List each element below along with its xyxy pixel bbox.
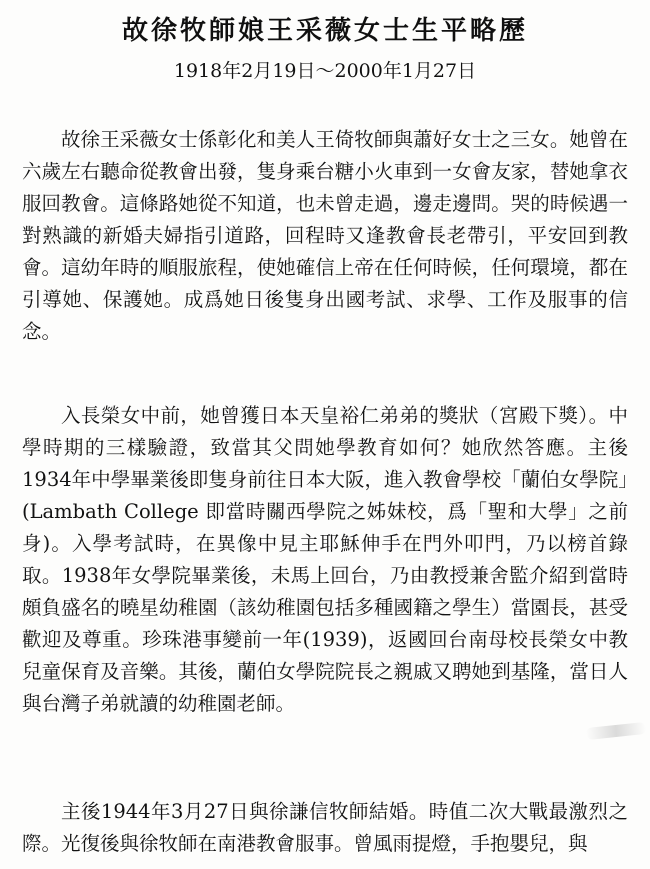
scan-smudge — [586, 722, 647, 740]
document-title: 故徐牧師娘王采薇女士生平略歷 — [121, 16, 528, 46]
paragraph-childhood: 故徐王采薇女士係彰化和美人王倚牧師與蕭好女士之三女。她曾在六歲左右聽命從教會出發，隻身乘台糖小火車到一女會友家，替她拿衣服回教會。這條路她從不知道，也未曾走過，邊走邊問。哭的時候遇一對熟識的新婚夫婦指引道路，回程時又逢教會長老帶引，平安回到教會。這幼年時的順服旅程，使她確信上帝在任何時候，任何環境，都在引導她、保護她。成爲她日後隻身出國考試、求學、工作及服事的信念。 — [22, 128, 628, 343]
life-dates: 1918年2月19日～2000年1月27日 — [173, 60, 477, 82]
paragraph-education: 入長榮女中前，她曾獲日本天皇裕仁弟弟的獎狀（宮殿下獎）。中學時期的三樣驗證，致當其父問她學教育如何？她欣然答應。主後1934年中學畢業後即隻身前往日本大阪，進入教會學校「蘭伯女學院」(Lambath College 即當時關西學院之姊妹校，爲「聖和大學」之前身)。入學考試時，在異像中見主耶穌伸手在門外叩門，乃以榜首錄取。1938年女學院畢業後，未馬上回台，乃由教授兼舍監介紹到當時頗負盛名的曉星幼稚園（該幼稚園包括多種國籍之學生）當園長，甚受歡迎及尊重。珍珠港事變前一年(1939)，返國回台南母校長榮女中教兒童保育及音樂。其後，蘭伯女學院院長之親戚又聘她到基隆，當日人與台灣子弟就讀的幼稚園老師。 — [22, 404, 628, 715]
paragraph-marriage: 主後1944年3月27日與徐謙信牧師結婚。時值二次大戰最激烈之際。光復後與徐牧師在南港教會服事。曾風雨提燈，手抱嬰兒，與 — [22, 800, 628, 855]
